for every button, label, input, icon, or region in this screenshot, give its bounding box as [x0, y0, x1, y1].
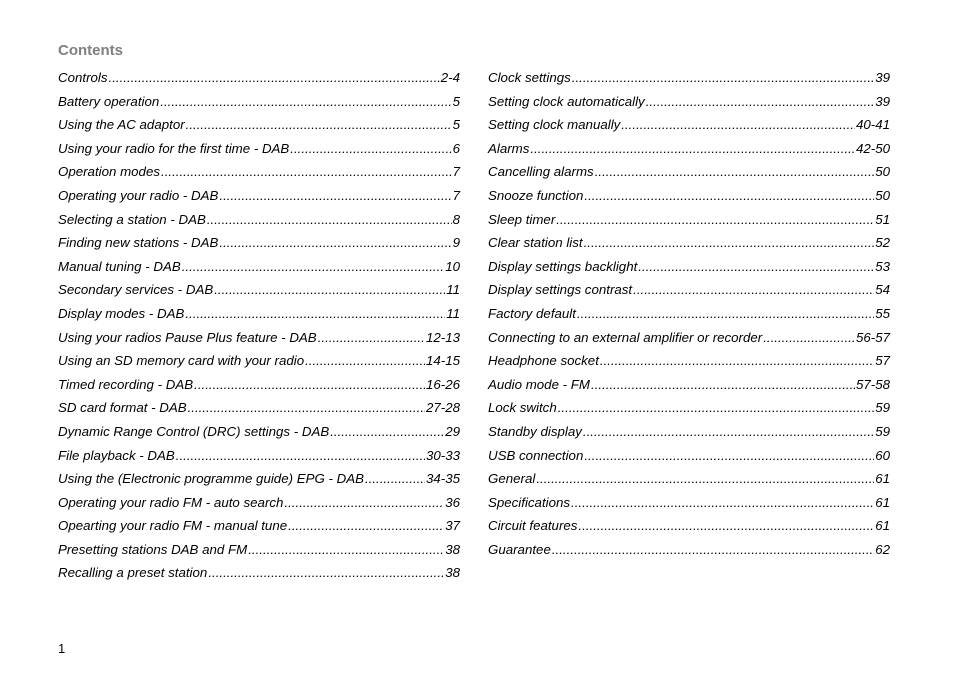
toc-entry-title: Standby display [488, 423, 582, 439]
toc-entry-page: 37 [445, 518, 460, 534]
toc-entry-page: 62 [875, 541, 890, 557]
toc-entry[interactable] [488, 396, 890, 420]
toc-leader-dots [284, 491, 444, 515]
toc-entry-title: Setting clock automatically [488, 93, 645, 109]
toc-entry-page: 39 [875, 93, 890, 109]
toc-entry-page: 39 [875, 70, 890, 85]
toc-entry[interactable] [488, 231, 890, 255]
toc-entry-page: 61 [875, 494, 890, 510]
toc-leader-dots [530, 137, 855, 161]
toc-leader-dots [182, 255, 445, 279]
toc-entry-title: Clock settings [488, 70, 571, 85]
toc-entry-page: 56-57 [855, 329, 890, 345]
toc-leader-dots [552, 538, 874, 562]
toc-entry-title: USB connection [488, 447, 584, 463]
toc-leader-dots [536, 467, 874, 491]
toc-entry[interactable] [488, 444, 890, 468]
toc-entry-title: Manual tuning - DAB [58, 258, 181, 274]
toc-leader-dots [600, 349, 874, 373]
toc-leader-dots [186, 113, 452, 137]
toc-entry-title: Recalling a preset station [58, 565, 208, 581]
toc-entry[interactable] [58, 278, 460, 302]
toc-leader-dots [577, 302, 874, 326]
toc-entry[interactable] [58, 467, 460, 491]
toc-leader-dots [188, 396, 425, 420]
toc-leader-dots [558, 396, 874, 420]
toc-entry-page: 2-4 [440, 70, 460, 85]
toc-entry[interactable] [58, 137, 460, 161]
toc-entry[interactable] [58, 208, 460, 232]
toc-entry-page: 34-35 [425, 471, 460, 487]
toc-entry-title: Sleep timer [488, 211, 556, 227]
toc-entry-title: Operating your radio - DAB [58, 187, 219, 203]
toc-entry-title: Opearting your radio FM - manual tune [58, 518, 288, 534]
toc-leader-dots [621, 113, 855, 137]
toc-entry-title: Setting clock manually [488, 117, 621, 133]
toc-entry-page: 16-26 [425, 376, 460, 392]
toc-entry-page: 10 [445, 258, 460, 274]
toc-entry-page: 29 [445, 423, 460, 439]
toc-entry-page: 7 [452, 187, 460, 203]
toc-entry-page: 42-50 [855, 140, 890, 156]
toc-entry-title: Audio mode - FM [488, 376, 590, 392]
toc-entry-title: Alarms [488, 140, 530, 156]
toc-entry[interactable] [488, 514, 890, 538]
toc-leader-dots [556, 208, 874, 232]
toc-entry[interactable] [488, 90, 890, 114]
toc-entry-title: Timed recording - DAB [58, 376, 194, 392]
toc-entry[interactable] [58, 160, 460, 184]
toc-leader-dots [160, 90, 451, 114]
toc-entry-title: Using the AC adaptor [58, 117, 185, 133]
toc-leader-dots [584, 184, 874, 208]
toc-entry[interactable] [488, 113, 890, 137]
toc-entry-page: 61 [875, 471, 890, 487]
toc-entry-page: 6 [452, 140, 460, 156]
toc-entry[interactable] [58, 538, 460, 562]
toc-entry-page: 59 [875, 400, 890, 416]
toc-leader-dots [176, 444, 425, 468]
toc-entry[interactable] [488, 160, 890, 184]
toc-leader-dots [288, 514, 444, 538]
toc-entry-page: 54 [875, 282, 890, 298]
toc-entry-title: Factory default [488, 305, 576, 321]
page-number: 1 [58, 641, 66, 656]
toc-entry-title: Controls [58, 70, 108, 85]
toc-leader-dots [763, 326, 855, 350]
toc-entry[interactable] [488, 184, 890, 208]
toc-leader-dots [208, 561, 444, 585]
toc-entry-title: Secondary services - DAB [58, 282, 214, 298]
toc-entry-page: 30-33 [425, 447, 460, 463]
toc-entry-page: 11 [446, 282, 460, 298]
toc-entry-page: 55 [875, 305, 890, 321]
toc-entry-page: 51 [875, 211, 890, 227]
toc-entry-page: 27-28 [425, 400, 460, 416]
toc-leader-dots [248, 538, 444, 562]
toc-leader-dots [591, 373, 855, 397]
toc-entry-page: 8 [452, 211, 460, 227]
toc-leader-dots [330, 420, 444, 444]
toc-entry-title: Connecting to an external amplifier or recorder [488, 329, 763, 345]
toc-entry[interactable] [58, 302, 460, 326]
toc-leader-dots [207, 208, 452, 232]
toc-entry[interactable] [58, 66, 460, 90]
toc-entry[interactable] [58, 396, 460, 420]
toc-entry-title: Dynamic Range Control (DRC) settings - DAB [58, 423, 330, 439]
toc-right-column [488, 66, 890, 561]
toc-leader-dots [219, 231, 451, 255]
toc-leader-dots [318, 326, 425, 350]
toc-entry-title: Display settings backlight [488, 258, 638, 274]
toc-entry-page: 36 [445, 494, 460, 510]
toc-entry-title: Using an SD memory card with your radio [58, 353, 305, 369]
toc-entry[interactable] [488, 326, 890, 350]
toc-entry[interactable] [488, 491, 890, 515]
toc-entry-title: General [488, 471, 536, 487]
toc-entry[interactable] [58, 184, 460, 208]
toc-entry-page: 57 [875, 353, 890, 369]
toc-entry[interactable] [488, 467, 890, 491]
toc-leader-dots [214, 278, 445, 302]
toc-entry-page: 14-15 [425, 353, 460, 369]
toc-entry[interactable] [58, 113, 460, 137]
toc-entry-page: 38 [445, 541, 460, 557]
toc-leader-dots [305, 349, 425, 373]
toc-entry-title: Circuit features [488, 518, 578, 534]
toc-leader-dots [646, 90, 875, 114]
toc-entry-page: 52 [875, 235, 890, 251]
toc-leader-dots [571, 491, 874, 515]
toc-entry[interactable] [488, 538, 890, 562]
toc-leader-dots [365, 467, 425, 491]
toc-entry-title: Selecting a station - DAB [58, 211, 206, 227]
toc-entry-title: Display modes - DAB [58, 305, 185, 321]
toc-leader-dots [185, 302, 445, 326]
toc-leader-dots [572, 66, 874, 90]
toc-entry-title: Using your radios Pause Plus feature - DAB [58, 329, 317, 345]
toc-entry[interactable] [58, 420, 460, 444]
toc-entry-page: 5 [452, 93, 460, 109]
toc-entry-title: Battery operation [58, 93, 160, 109]
toc-entry-title: SD card format - DAB [58, 400, 187, 416]
toc-entry[interactable] [488, 66, 890, 90]
toc-entry-page: 12-13 [425, 329, 460, 345]
toc-entry-page: 5 [452, 117, 460, 133]
toc-entry[interactable] [58, 255, 460, 279]
toc-entry-page: 38 [445, 565, 460, 581]
toc-leader-dots [584, 231, 875, 255]
toc-entry[interactable] [488, 137, 890, 161]
toc-leader-dots [584, 444, 874, 468]
toc-entry[interactable] [58, 326, 460, 350]
toc-entry-title: Using the (Electronic programme guide) EPG - DAB [58, 471, 364, 487]
toc-entry[interactable] [58, 514, 460, 538]
toc-entry[interactable] [58, 231, 460, 255]
toc-entry[interactable] [488, 373, 890, 397]
toc-entry-title: Display settings contrast [488, 282, 633, 298]
toc-left-column [58, 66, 460, 585]
toc-entry[interactable] [488, 255, 890, 279]
toc-entry[interactable] [58, 491, 460, 515]
toc-entry[interactable] [58, 444, 460, 468]
toc-entry[interactable] [488, 302, 890, 326]
toc-entry[interactable] [58, 90, 460, 114]
toc-entry-title: Headphone socket [488, 353, 599, 369]
toc-leader-dots [109, 66, 440, 90]
toc-leader-dots [578, 514, 874, 538]
toc-entry[interactable] [488, 420, 890, 444]
toc-entry-page: 61 [875, 518, 890, 534]
toc-entry-title: Specifications [488, 494, 571, 510]
toc-leader-dots [633, 278, 874, 302]
toc-entry-page: 11 [446, 305, 460, 321]
toc-entry-page: 50 [875, 187, 890, 203]
toc-entry-title: Cancelling alarms [488, 164, 594, 180]
toc-entry-title: Using your radio for the first time - DAB [58, 140, 290, 156]
toc-entry-title: File playback - DAB [58, 447, 175, 463]
toc-entry[interactable] [488, 208, 890, 232]
toc-entry-page: 53 [875, 258, 890, 274]
toc-entry[interactable] [488, 278, 890, 302]
toc-entry[interactable] [488, 349, 890, 373]
toc-entry[interactable] [58, 373, 460, 397]
toc-entry-title: Operating your radio FM - auto search [58, 494, 284, 510]
toc-entry-title: Presetting stations DAB and FM [58, 541, 248, 557]
toc-entry-title: Guarantee [488, 541, 551, 557]
toc-entry-page: 59 [875, 423, 890, 439]
toc-entry-page: 7 [452, 164, 460, 180]
toc-entry-title: Snooze function [488, 187, 584, 203]
toc-entry-page: 60 [875, 447, 890, 463]
toc-entry-title: Operation modes [58, 164, 160, 180]
contents-heading: Contents [58, 42, 123, 59]
toc-entry-page: 57-58 [855, 376, 890, 392]
toc-leader-dots [290, 137, 451, 161]
toc-entry-title: Lock switch [488, 400, 557, 416]
toc-entry-title: Finding new stations - DAB [58, 235, 219, 251]
toc-leader-dots [583, 420, 874, 444]
toc-leader-dots [194, 373, 425, 397]
toc-leader-dots [595, 160, 875, 184]
toc-entry[interactable] [58, 561, 460, 585]
toc-entry-title: Clear station list [488, 235, 583, 251]
toc-leader-dots [638, 255, 874, 279]
toc-leader-dots [219, 184, 451, 208]
toc-leader-dots [161, 160, 452, 184]
toc-entry-page: 50 [875, 164, 890, 180]
toc-entry-page: 9 [452, 235, 460, 251]
toc-entry-page: 40-41 [855, 117, 890, 133]
toc-entry[interactable] [58, 349, 460, 373]
